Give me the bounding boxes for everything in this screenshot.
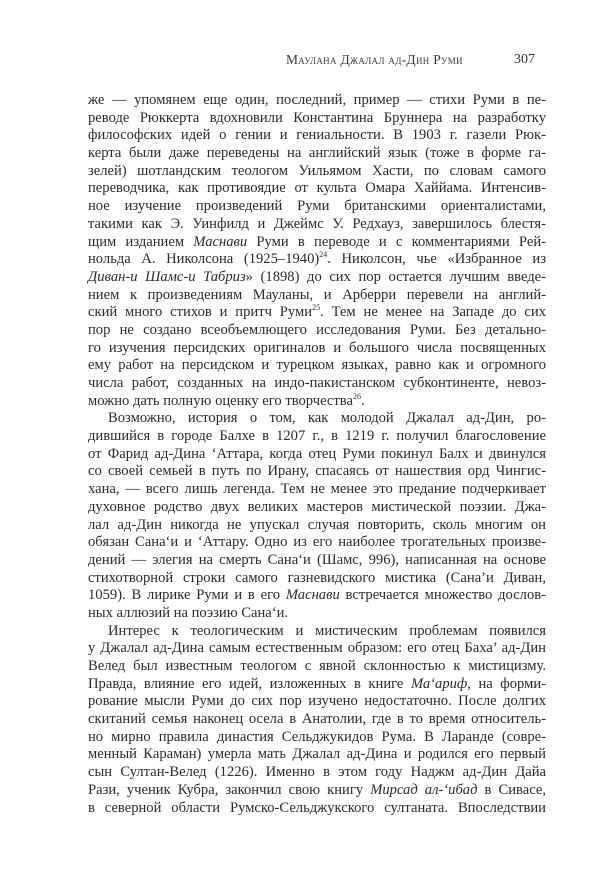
text-run: сын Султан-Велед (1226). Именно в этом году Наджм ад-Дин Дайа	[88, 764, 546, 781]
text-run: ных аллюзий на поэзию Сана‘и.	[88, 604, 289, 621]
text-run: Возможно, история о том, как молодой Джалал ад-Дин, ро-	[108, 410, 546, 427]
text-line	[88, 269, 546, 287]
text-run: ему работ на персидском и турецком языках, равно как и огромного	[88, 357, 546, 374]
body-text	[88, 92, 546, 817]
text-run: хана, — всего лишь легенда. Тем не менее это предание подчеркивает	[88, 481, 546, 498]
text-run: от Фарид ад-Дина ‘Аттара, когда отец Руми покинул Балх и двинулся	[88, 445, 546, 462]
text-line	[88, 693, 546, 711]
text-run: духовное родство двух великих мастеров мистической поэзии. Джа-	[88, 498, 546, 515]
text-run: менный Караман) умерла мать Джалал ад-Дина и родился его первый	[88, 746, 546, 763]
text-run: рование мысли Руми до сих пор изучено недостаточно. После долгих	[88, 693, 546, 710]
text-line	[88, 428, 546, 446]
text-run: обязан Сана‘и и ‘Аттару. Одно из его наиболее трогательных произве-	[88, 534, 546, 551]
text-run: в северной области Румско-Сельджукского султаната. Впоследствии	[88, 799, 546, 816]
text-run: философских идей о гении и гениальности. В 1903 г. газели Рюк-	[88, 127, 546, 144]
text-run: . Николсон, чье «Избранное из	[327, 251, 546, 268]
text-run: скитаний семья наконец осела в Анатолии, где в то время относитель-	[88, 711, 546, 728]
text-run: реводе Рюккерта вдохновили Константина Бруннера на разработку	[88, 109, 546, 126]
text-line	[88, 110, 546, 128]
text-line	[88, 393, 546, 411]
text-line	[88, 782, 546, 800]
text-line	[88, 764, 546, 782]
text-line	[88, 729, 546, 747]
text-line	[88, 746, 546, 764]
text-line	[88, 322, 546, 340]
text-line	[88, 605, 546, 623]
text-line	[88, 800, 546, 818]
text-run: такими как Э. Уинфилд и Джеймс У. Редхауз, завершилось блестя-	[88, 215, 546, 232]
text-run: керта были даже переведены на английский язык (тоже в форме га-	[88, 145, 546, 162]
text-line	[88, 92, 546, 110]
running-header	[0, 52, 600, 72]
text-run: ский много стихов и притч Руми	[88, 304, 313, 321]
text-run: у Джалал ад-Дина самым естественным образом: его отец Баха’ ад-Дин	[88, 640, 546, 657]
text-run: » (1898) до сих пор остается лучшим введе-	[245, 268, 546, 285]
text-line	[88, 145, 546, 163]
text-run: ное изучение произведений Руми британскими ориенталистами,	[88, 198, 546, 215]
italic-title: Мирсад ал-‘ибад	[370, 781, 478, 798]
text-line	[88, 375, 546, 393]
text-line	[88, 517, 546, 535]
text-run: дившийся в городе Балхе в 1207 г., в 1219 г. получил благословение	[88, 428, 546, 445]
italic-title: Маснави	[193, 233, 248, 250]
text-line	[88, 198, 546, 216]
text-line	[88, 446, 546, 464]
text-run: же — упомянем еще один, последний, пример — стихи Руми в пе-	[88, 92, 546, 108]
text-line	[88, 357, 546, 375]
footnote-ref: 24	[319, 250, 328, 260]
text-run: зелей) шотландским теологом Уильямом Хасти, по словам самого	[88, 162, 546, 179]
text-line	[88, 481, 546, 499]
text-line	[88, 340, 546, 358]
text-line	[88, 640, 546, 658]
text-run: Правда, влияние его идей, изложенных в книге	[88, 675, 411, 692]
text-line	[88, 711, 546, 729]
text-run: го изучения персидских оригиналов и большого числа посвященных	[88, 339, 546, 356]
italic-title: Ма‘ариф	[410, 675, 468, 692]
paragraph	[88, 410, 546, 622]
text-run: встречается множество дослов-	[339, 587, 546, 604]
text-run: переводчика, как противоядие от культа Омара Хаййама. Интенсив-	[88, 180, 546, 197]
italic-title: Диван-и Шамс-и Табриз	[88, 268, 246, 285]
text-run: нием к произведениям Мауланы, и Арберри перевели на англий-	[88, 286, 546, 303]
text-line	[88, 304, 546, 322]
text-line	[88, 216, 546, 234]
text-run: 1059). В лирике Руми и в его	[88, 587, 286, 604]
text-run: пор не создано всеобъемлющего исследования Руми. Без детально-	[88, 321, 546, 338]
italic-title: Маснави	[285, 587, 340, 604]
text-line	[88, 127, 546, 145]
footnote-ref: 25	[312, 303, 321, 313]
paragraph	[88, 623, 546, 818]
text-run: стихотворной строки самого газневидского мистика (Сана’и Диван,	[88, 569, 546, 586]
text-line	[88, 163, 546, 181]
running-title: Маулана Джалал ад-Дин Руми	[286, 52, 463, 67]
text-run: можно дать полную оценку его творчества	[88, 392, 353, 409]
text-run: числа работ, созданных на индо-пакистанском субконтиненте, невоз-	[88, 375, 546, 391]
text-run: со своей семьей в путь по Ирану, спасаясь от нашествия орд Чингис-	[88, 463, 546, 480]
text-line	[88, 623, 546, 641]
text-line	[88, 676, 546, 694]
text-line	[88, 180, 546, 198]
text-line	[88, 587, 546, 605]
text-run: . Тем не менее на Западе до сих	[320, 304, 546, 321]
text-line	[88, 534, 546, 552]
text-line	[88, 658, 546, 676]
text-line	[88, 410, 546, 428]
text-run: Интерес к теологическим и мистическим проблемам появился	[108, 622, 546, 639]
text-line	[88, 463, 546, 481]
text-run: нольда А. Николсона (1925–1940)	[88, 251, 320, 268]
paragraph	[88, 92, 546, 410]
text-run: , на форми-	[467, 675, 546, 692]
text-run: Руми в переводе и с комментариями Рей-	[247, 233, 546, 250]
text-run: Велед был известным теологом с явной склонностью к мистицизму.	[88, 658, 546, 674]
page-number: 307	[514, 52, 535, 67]
text-line	[88, 234, 546, 252]
text-run: щим изданием	[88, 233, 194, 250]
text-line	[88, 552, 546, 570]
text-line	[88, 570, 546, 588]
text-run: .	[360, 392, 365, 409]
text-run: дений — элегия на смерть Сана‘и (Шамс, 996), написанная на основе	[88, 551, 546, 568]
text-run: Рази, ученик Кубра, закончил свою книгу	[88, 781, 371, 798]
text-run: но мирно правила династия Сельджукидов Рума. В Ларанде (совре-	[88, 728, 546, 745]
text-run: в Сивасе,	[477, 781, 546, 798]
text-run: лал ад-Дин никогда не упускал случая повторить, сколь многим он	[88, 516, 546, 533]
text-line	[88, 287, 546, 305]
footnote-ref: 26	[352, 391, 361, 401]
text-line	[88, 251, 546, 269]
text-line	[88, 499, 546, 517]
